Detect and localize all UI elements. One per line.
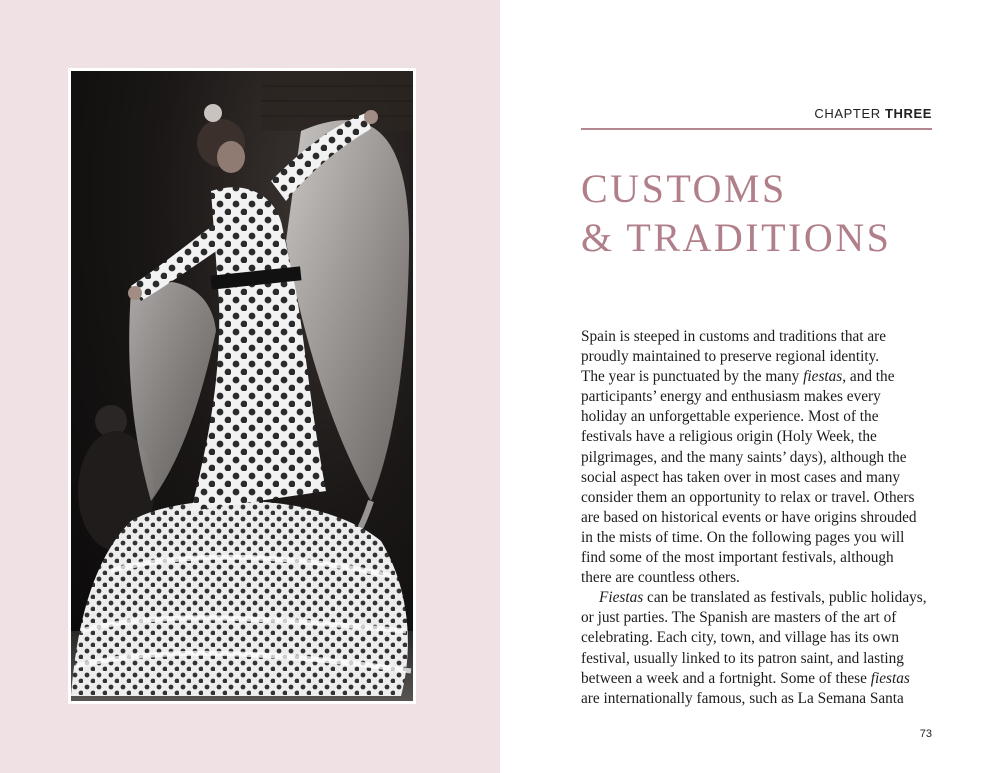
- paragraph-2-line: between a week and a fortnight. Some of these fiestas: [581, 669, 910, 687]
- paragraph-1-line: proudly maintained to preserve regional identity.: [581, 348, 880, 366]
- page-number: 73: [919, 728, 932, 740]
- chapter-divider: [581, 128, 932, 130]
- title-line-2: & TRADITIONS: [581, 215, 892, 260]
- paragraph-1-line: are based on historical events or have origins shrouded: [581, 508, 917, 526]
- right-page: [500, 0, 1000, 773]
- paragraph-1-line: in the mists of time. On the following pages you will: [581, 528, 905, 546]
- paragraph-2-line: celebrating. Each city, town, and village has its own: [581, 629, 900, 647]
- paragraph-2-line: festival, usually linked to its patron saint, and lasting: [581, 649, 904, 667]
- paragraph-1-line: consider them an opportunity to relax or travel. Others: [581, 488, 915, 506]
- chapter-title: [581, 164, 891, 262]
- paragraph-1-line: there are countless others.: [581, 569, 740, 587]
- paragraph-1-line: holiday an unforgettable experience. Most of the: [581, 408, 879, 426]
- paragraph-1-line: find some of the most important festivals, although: [581, 549, 894, 567]
- paragraph-2-line: are internationally famous, such as La Semana Santa: [581, 689, 904, 707]
- flamenco-dancer-illustration: [71, 71, 413, 701]
- paragraph-1-line: pilgrimages, and the many saints’ days), although the: [581, 448, 907, 466]
- title-line-1: CUSTOMS: [581, 166, 787, 211]
- flamenco-dancer-photo: [71, 71, 413, 701]
- paragraph-1-line: social aspect has taken over in most cases and many: [581, 468, 901, 486]
- paragraph-2-line: or just parties. The Spanish are masters of the art of: [581, 609, 897, 627]
- photo-frame: [68, 68, 416, 704]
- paragraph-1-line: Spain is steeped in customs and traditions that are: [581, 328, 887, 345]
- paragraph-1-line: The year is punctuated by the many fiestas, and the: [581, 368, 895, 386]
- paragraph-2-line: Fiestas can be translated as festivals, public holidays,: [599, 589, 927, 607]
- chapter-number: THREE: [884, 106, 932, 121]
- chapter-prefix: CHAPTER: [814, 106, 881, 121]
- paragraph-1-line: festivals have a religious origin (Holy Week, the: [581, 428, 877, 446]
- body-text: [581, 327, 936, 709]
- paragraph-1-line: participants’ energy and enthusiasm makes every: [581, 388, 881, 406]
- chapter-label: [814, 106, 932, 121]
